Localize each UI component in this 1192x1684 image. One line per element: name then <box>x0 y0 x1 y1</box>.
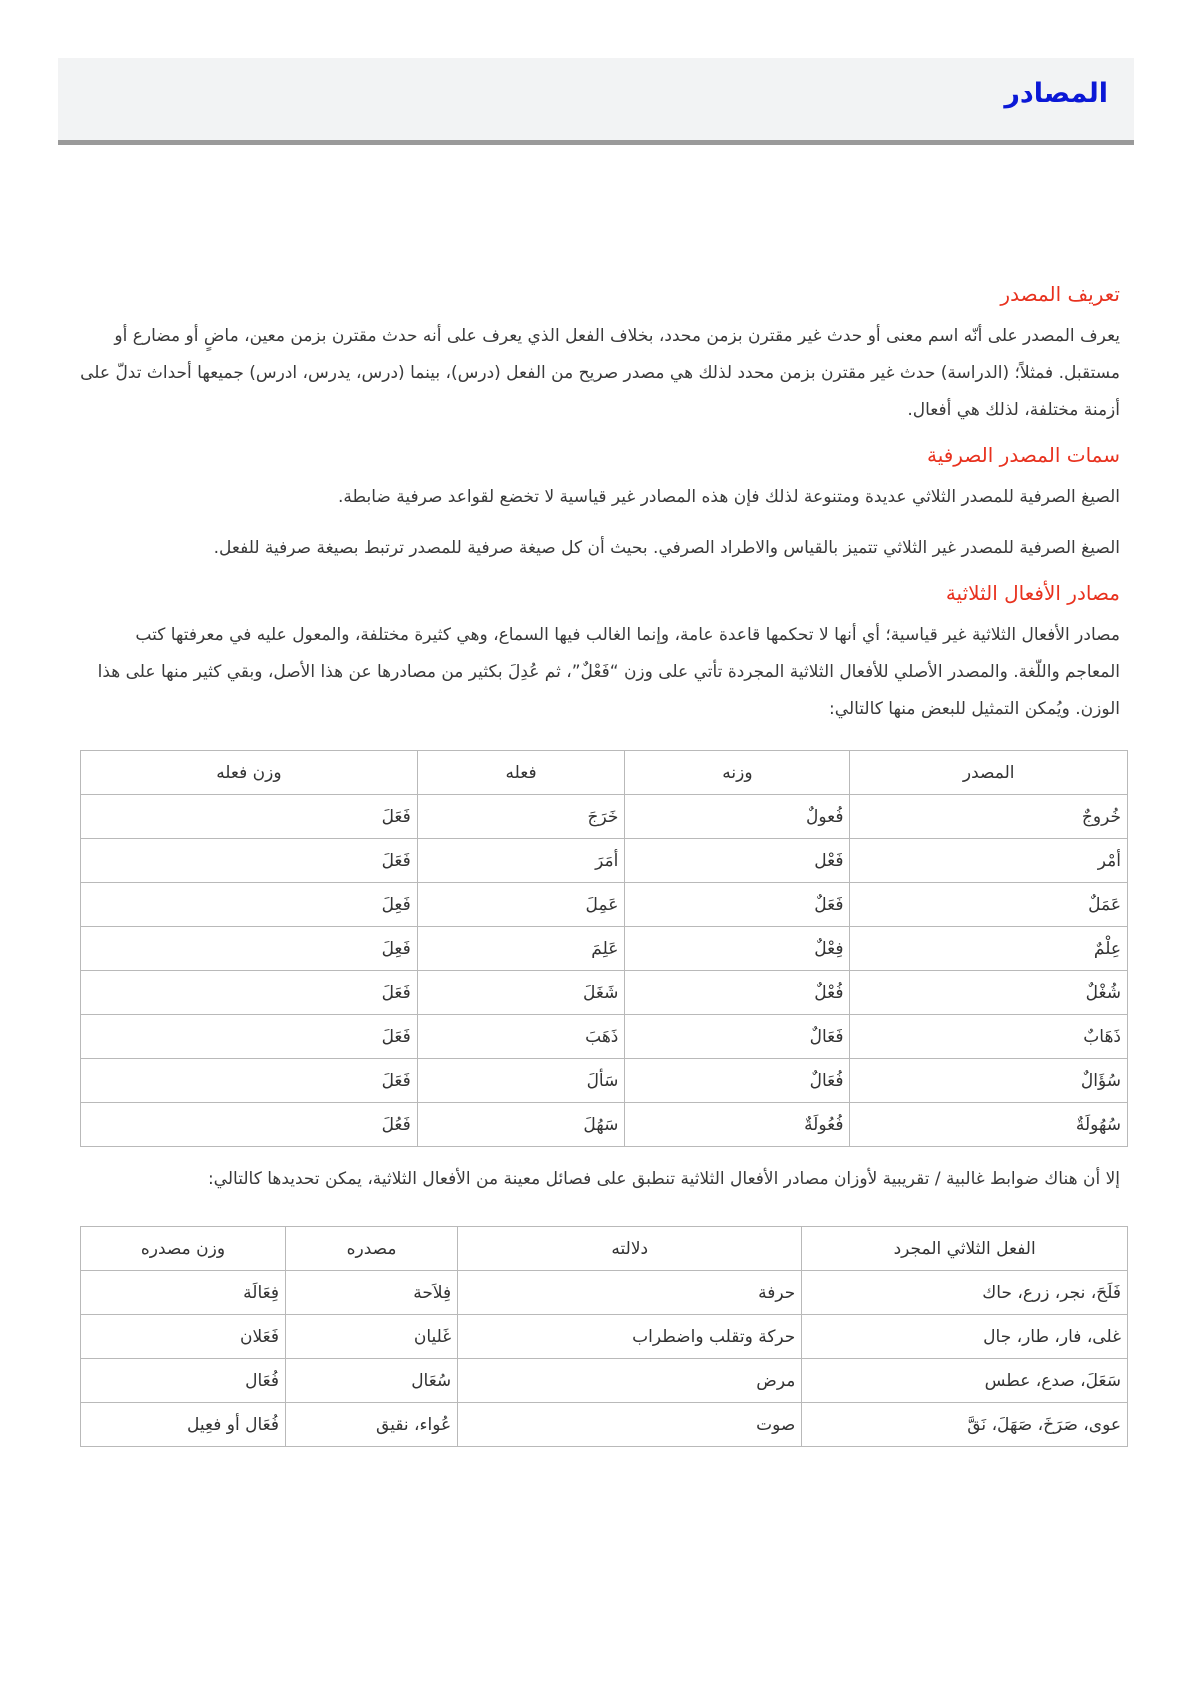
table-cell: سَهُلَ <box>417 1103 625 1147</box>
features-paragraph-1: الصيغ الصرفية للمصدر الثلاثي عديدة ومتنوعة لذلك فإن هذه المصادر غير قياسية لا تخضع لقواعد صرفية ضابطة. <box>338 487 1120 507</box>
table-cell: شُغْلٌ <box>850 971 1128 1015</box>
table-cell: فَعَلَ <box>81 1015 418 1059</box>
table-header-row <box>81 751 1128 795</box>
table-cell: ذَهَابٌ <box>850 1015 1128 1059</box>
header-masdar: المصدر <box>850 751 1128 795</box>
table-cell: عَمِلَ <box>417 883 625 927</box>
table-cell: فَعْل <box>625 839 850 883</box>
triliteral-paragraph: مصادر الأفعال الثلاثية غير قياسية؛ أي أنها لا تحكمها قاعدة عامة، وإنما الغالب فيها السماع، وهي كثيرة مختلفة، والمعول عليه في معرفتها كتب المعاجم واللّغة. والمصدر الأصلي للأفعال الثلاثية المجردة تأتي على وزن “فَعْلٌ”، ثم عُدِلَ بكثير من مصادرها عن هذا الأصل، وبقي كثير منها على هذا الوزن. ويُمكن التمثيل للبعض منها كالتالي: <box>97 625 1120 719</box>
table-row <box>81 795 1128 839</box>
table-cell: فُعُولَةٌ <box>625 1103 850 1147</box>
table-cell: فُعَال <box>81 1359 286 1403</box>
features-paragraph-2: الصيغ الصرفية للمصدر غير الثلاثي تتميز بالقياس والاطراد الصرفي. بحيث أن كل صيغة صرفية للمصدر ترتبط بصيغة صرفية للفعل. <box>213 538 1120 558</box>
table-cell: صوت <box>458 1403 802 1447</box>
table-row <box>81 927 1128 971</box>
header-meaning: دلالته <box>458 1227 802 1271</box>
table-cell: مرض <box>458 1359 802 1403</box>
header-masdar: مصدره <box>285 1227 457 1271</box>
table-row <box>81 1315 1128 1359</box>
table-cell: فَعَالٌ <box>625 1015 850 1059</box>
table-cell: عِلْمٌ <box>850 927 1128 971</box>
table-cell: فُعَال أو فعِيل <box>81 1403 286 1447</box>
table-cell: خُروجٌ <box>850 795 1128 839</box>
page-title: المصادر <box>1004 78 1108 109</box>
header-fiil: فعله <box>417 751 625 795</box>
table-cell: فُعْلٌ <box>625 971 850 1015</box>
table-cell: سُعَال <box>285 1359 457 1403</box>
table-cell: فَعَلَ <box>81 795 418 839</box>
table-row <box>81 1359 1128 1403</box>
table-cell: شَغَلَ <box>417 971 625 1015</box>
table-cell: سُؤَالٌ <box>850 1059 1128 1103</box>
table-row <box>81 971 1128 1015</box>
table-cell: فَعِلَ <box>81 883 418 927</box>
table-cell: خَرَجَ <box>417 795 625 839</box>
definition-paragraph: يعرف المصدر على أنّه اسم معنى أو حدث غير مقترن بزمن محدد، بخلاف الفعل الذي يعرف على أنه حدث مقترن بزمن معين، ماضٍ أو مضارع أو مستقبل. فمثلاً؛ (الدراسة) حدث غير مقترن بزمن محدد لذلك هي مصدر صريح من الفعل (درس)، بينما (درس، يدرس، ادرس) جميعها أحداث تدلّ على أزمنة مختلفة، لذلك هي أفعال. <box>80 326 1120 420</box>
header-wazn: وزنه <box>625 751 850 795</box>
table-cell: حركة وتقلب واضطراب <box>458 1315 802 1359</box>
header-wazn-fiil: وزن فعله <box>81 751 418 795</box>
table-row <box>81 1059 1128 1103</box>
table-header-row <box>81 1227 1128 1271</box>
table-cell: فَعَلَ <box>81 1059 418 1103</box>
table-cell: غلى، فار، طار، جال <box>802 1315 1128 1359</box>
table-cell: فَعُلَ <box>81 1103 418 1147</box>
table-cell: فِعْلٌ <box>625 927 850 971</box>
table-cell: فِعَالَة <box>81 1271 286 1315</box>
table-cell: حرفة <box>458 1271 802 1315</box>
page-header <box>58 58 1134 145</box>
table-row <box>81 1271 1128 1315</box>
table-cell: فِلاَحة <box>285 1271 457 1315</box>
table-cell: فَعَلَ <box>81 971 418 1015</box>
table-cell: فَعَلان <box>81 1315 286 1359</box>
table-cell: فَعَلٌ <box>625 883 850 927</box>
masdar-examples-table <box>80 750 1128 1147</box>
table-cell: عَلِمَ <box>417 927 625 971</box>
table-row <box>81 1103 1128 1147</box>
table-row <box>81 839 1128 883</box>
table-row <box>81 1015 1128 1059</box>
table-cell: ذَهَبَ <box>417 1015 625 1059</box>
table-cell: غَليان <box>285 1315 457 1359</box>
section-heading-triliteral: مصادر الأفعال الثلاثية <box>945 581 1120 605</box>
header-verb: الفعل الثلاثي المجرد <box>802 1227 1128 1271</box>
table-cell: فُعولٌ <box>625 795 850 839</box>
table-row <box>81 883 1128 927</box>
table-row <box>81 1403 1128 1447</box>
table-cell: فَلَحَ، نجر، زرع، حاك <box>802 1271 1128 1315</box>
table-cell: عَمَلٌ <box>850 883 1128 927</box>
table-cell: أمَرَ <box>417 839 625 883</box>
table-cell: فَعِلَ <box>81 927 418 971</box>
verb-class-table <box>80 1226 1128 1447</box>
table-cell: فَعَلَ <box>81 839 418 883</box>
table-cell: عُواء، نقيق <box>285 1403 457 1447</box>
article-content <box>80 282 1120 1447</box>
table-cell: عوى، صَرَخَ، صَهَلَ، نَقَّ <box>802 1403 1128 1447</box>
between-paragraph: إلا أن هناك ضوابط غالبية / تقريبية لأوزان مصادر الأفعال الثلاثية تنطبق على فصائل معينة من الأفعال الثلاثية، يمكن تحديدها كالتالي: <box>207 1169 1120 1189</box>
section-heading-features: سمات المصدر الصرفية <box>926 443 1120 467</box>
table-cell: سُهُولَةٌ <box>850 1103 1128 1147</box>
table-cell: سَعَلَ، صدع، عطس <box>802 1359 1128 1403</box>
section-heading-definition: تعريف المصدر <box>1000 282 1120 306</box>
table-cell: سَألَ <box>417 1059 625 1103</box>
header-masdar-wazn: وزن مصدره <box>81 1227 286 1271</box>
table-cell: أمْر <box>850 839 1128 883</box>
table-cell: فُعَالٌ <box>625 1059 850 1103</box>
